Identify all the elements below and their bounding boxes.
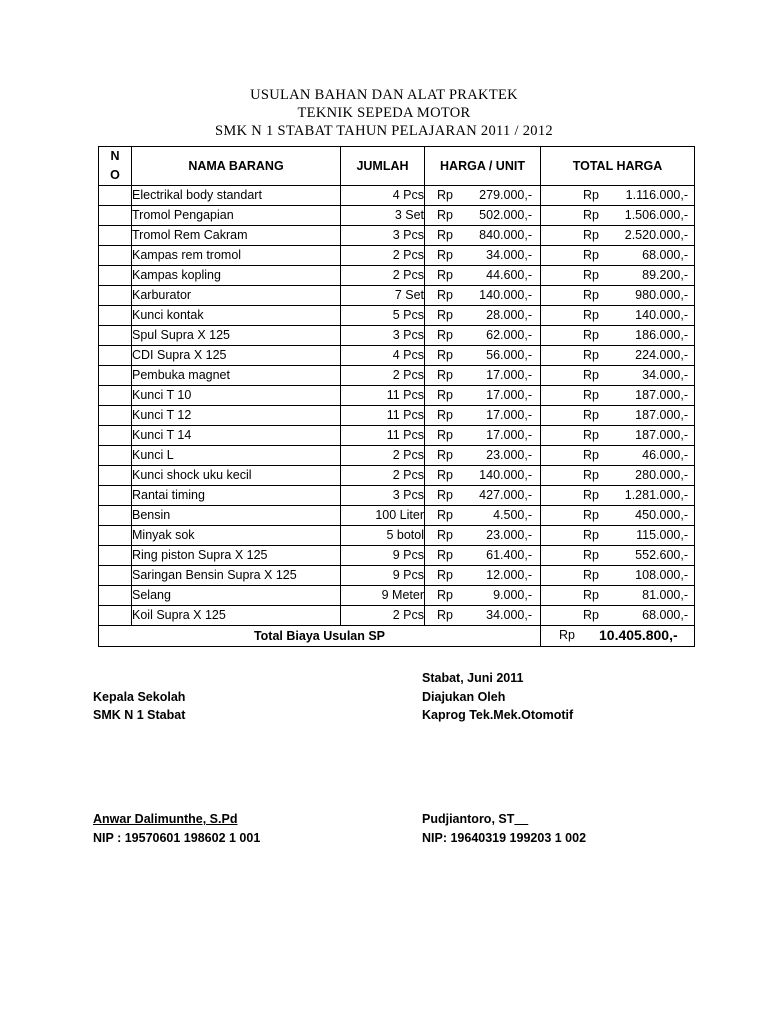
row-no xyxy=(99,346,132,366)
item-total: 187.000,- xyxy=(635,428,688,442)
table-row xyxy=(99,386,695,406)
item-total-cell xyxy=(541,566,695,586)
item-qty: 3 Set xyxy=(341,206,425,226)
item-price-cell xyxy=(425,226,541,246)
item-qty: 2 Pcs xyxy=(341,466,425,486)
item-total-cell xyxy=(541,446,695,466)
total-currency: Rp xyxy=(583,268,599,282)
right-signer-nip: NIP: 19640319 199203 1 002 xyxy=(422,831,587,845)
item-total: 2.520.000,- xyxy=(624,228,688,242)
item-total-cell xyxy=(541,246,695,266)
item-qty: 2 Pcs xyxy=(341,266,425,286)
total-currency: Rp xyxy=(583,388,599,402)
row-no xyxy=(99,366,132,386)
table-row xyxy=(99,506,695,526)
item-price-cell xyxy=(425,346,541,366)
total-currency: Rp xyxy=(583,528,599,542)
doc-title-line1: USULAN BAHAN DAN ALAT PRAKTEK xyxy=(250,87,518,103)
item-price: 9.000,- xyxy=(493,588,532,602)
row-no xyxy=(99,306,132,326)
item-total: 46.000,- xyxy=(642,448,688,462)
item-price: 23.000,- xyxy=(486,528,532,542)
total-currency: Rp xyxy=(583,468,599,482)
item-name: Kunci shock uku kecil xyxy=(132,466,341,486)
item-price: 28.000,- xyxy=(486,308,532,322)
item-price: 140.000,- xyxy=(479,288,532,302)
item-price-cell xyxy=(425,206,541,226)
item-qty: 11 Pcs xyxy=(341,406,425,426)
total-currency: Rp xyxy=(583,428,599,442)
item-total: 108.000,- xyxy=(635,568,688,582)
price-currency: Rp xyxy=(437,408,453,422)
item-price-cell xyxy=(425,566,541,586)
item-price-cell xyxy=(425,186,541,206)
item-total-cell xyxy=(541,466,695,486)
item-price: 56.000,- xyxy=(486,348,532,362)
row-no xyxy=(99,286,132,306)
price-currency: Rp xyxy=(437,588,453,602)
item-qty: 4 Pcs xyxy=(341,346,425,366)
item-qty: 2 Pcs xyxy=(341,246,425,266)
item-total: 187.000,- xyxy=(635,408,688,422)
item-total: 115.000,- xyxy=(636,528,688,542)
left-signer-nip: NIP : 19570601 198602 1 001 xyxy=(93,831,261,845)
table-row xyxy=(99,566,695,586)
total-value: 10.405.800,- xyxy=(599,627,678,643)
item-name: Ring piston Supra X 125 xyxy=(132,546,341,566)
item-qty: 11 Pcs xyxy=(341,386,425,406)
item-total: 186.000,- xyxy=(635,328,688,342)
col-header-no: N O xyxy=(99,147,132,186)
table-row xyxy=(99,426,695,446)
price-currency: Rp xyxy=(437,188,453,202)
item-price-cell xyxy=(425,526,541,546)
table-row xyxy=(99,186,695,206)
row-no xyxy=(99,186,132,206)
item-price: 34.000,- xyxy=(486,608,532,622)
item-price-cell xyxy=(425,386,541,406)
total-currency: Rp xyxy=(583,548,599,562)
item-price: 12.000,- xyxy=(486,568,532,582)
table-row xyxy=(99,406,695,426)
row-no xyxy=(99,466,132,486)
item-qty: 3 Pcs xyxy=(341,226,425,246)
item-name: Karburator xyxy=(132,286,341,306)
item-total: 89.200,- xyxy=(642,268,688,282)
item-qty: 4 Pcs xyxy=(341,186,425,206)
left-signer-org: SMK N 1 Stabat xyxy=(93,708,186,722)
total-currency: Rp xyxy=(583,248,599,262)
item-total-cell xyxy=(541,266,695,286)
item-price-cell xyxy=(425,266,541,286)
price-currency: Rp xyxy=(437,508,453,522)
item-qty: 100 Liter xyxy=(341,506,425,526)
item-name: Minyak sok xyxy=(132,526,341,546)
item-qty: 9 Pcs xyxy=(341,546,425,566)
table-row xyxy=(99,306,695,326)
table-row xyxy=(99,266,695,286)
item-name: Kunci T 14 xyxy=(132,426,341,446)
item-price-cell xyxy=(425,246,541,266)
total-value-cell xyxy=(541,626,695,647)
item-price-cell xyxy=(425,426,541,446)
item-total: 1.116.000,- xyxy=(625,188,688,202)
item-name: Kampas kopling xyxy=(132,266,341,286)
price-currency: Rp xyxy=(437,208,453,222)
item-price-cell xyxy=(425,306,541,326)
row-no xyxy=(99,326,132,346)
item-name: Kunci kontak xyxy=(132,306,341,326)
item-name: Koil Supra X 125 xyxy=(132,606,341,626)
item-total-cell xyxy=(541,426,695,446)
price-currency: Rp xyxy=(437,448,453,462)
item-price-cell xyxy=(425,466,541,486)
total-currency: Rp xyxy=(583,588,599,602)
place-date: Stabat, Juni 2011 xyxy=(422,671,524,685)
row-no xyxy=(99,226,132,246)
item-total-cell xyxy=(541,306,695,326)
item-price: 23.000,- xyxy=(486,448,532,462)
price-currency: Rp xyxy=(437,268,453,282)
total-currency: Rp xyxy=(583,328,599,342)
price-currency: Rp xyxy=(437,568,453,582)
item-total-cell xyxy=(541,346,695,366)
total-currency: Rp xyxy=(583,208,599,222)
row-no xyxy=(99,546,132,566)
item-price-cell xyxy=(425,546,541,566)
item-price: 502.000,- xyxy=(479,208,532,222)
row-no xyxy=(99,566,132,586)
col-header-qty: JUMLAH xyxy=(341,147,425,186)
price-currency: Rp xyxy=(437,308,453,322)
item-price: 34.000,- xyxy=(486,248,532,262)
total-currency: Rp xyxy=(583,608,599,622)
row-no xyxy=(99,406,132,426)
item-total: 1.281.000,- xyxy=(624,488,688,502)
item-total-cell xyxy=(541,546,695,566)
item-name: Saringan Bensin Supra X 125 xyxy=(132,566,341,586)
table-row xyxy=(99,286,695,306)
total-label: Total Biaya Usulan SP xyxy=(99,626,541,647)
left-signer-title: Kepala Sekolah xyxy=(93,690,186,704)
total-currency: Rp xyxy=(583,488,599,502)
right-signer-title: Diajukan Oleh xyxy=(422,690,506,704)
item-qty: 2 Pcs xyxy=(341,606,425,626)
right-signer-org: Kaprog Tek.Mek.Otomotif xyxy=(422,708,574,722)
item-price: 4.500,- xyxy=(493,508,532,522)
row-no xyxy=(99,606,132,626)
row-no xyxy=(99,586,132,606)
row-no xyxy=(99,206,132,226)
item-name: Kunci L xyxy=(132,446,341,466)
item-total-cell xyxy=(541,366,695,386)
item-total-cell xyxy=(541,506,695,526)
item-total: 34.000,- xyxy=(642,368,688,382)
item-total: 280.000,- xyxy=(635,468,688,482)
doc-title-line2: TEKNIK SEPEDA MOTOR xyxy=(297,105,471,121)
item-price-cell xyxy=(425,506,541,526)
right-signer-name: Pudjiantoro, ST xyxy=(422,812,515,826)
item-qty: 2 Pcs xyxy=(341,446,425,466)
item-total-cell xyxy=(541,486,695,506)
item-name: Pembuka magnet xyxy=(132,366,341,386)
col-header-name: NAMA BARANG xyxy=(132,147,341,186)
price-currency: Rp xyxy=(437,488,453,502)
item-name: Tromol Rem Cakram xyxy=(132,226,341,246)
price-currency: Rp xyxy=(437,368,453,382)
item-price-cell xyxy=(425,606,541,626)
item-total-cell xyxy=(541,326,695,346)
total-currency: Rp xyxy=(583,348,599,362)
item-price-cell xyxy=(425,286,541,306)
item-total: 187.000,- xyxy=(635,388,688,402)
total-currency: Rp xyxy=(583,308,599,322)
item-price: 427.000,- xyxy=(479,488,532,502)
item-qty: 2 Pcs xyxy=(341,366,425,386)
table-row xyxy=(99,486,695,506)
item-total: 68.000,- xyxy=(642,248,688,262)
item-total: 81.000,- xyxy=(642,588,688,602)
item-qty: 7 Set xyxy=(341,286,425,306)
table-row xyxy=(99,246,695,266)
table-row xyxy=(99,206,695,226)
item-total-cell xyxy=(541,206,695,226)
price-currency: Rp xyxy=(437,608,453,622)
row-no xyxy=(99,266,132,286)
total-currency: Rp xyxy=(559,628,575,642)
item-name: Bensin xyxy=(132,506,341,526)
price-currency: Rp xyxy=(437,228,453,242)
item-qty: 5 Pcs xyxy=(341,306,425,326)
item-total-cell xyxy=(541,526,695,546)
col-header-total: TOTAL HARGA xyxy=(541,147,695,186)
item-total: 68.000,- xyxy=(642,608,688,622)
price-currency: Rp xyxy=(437,528,453,542)
total-currency: Rp xyxy=(583,188,599,202)
price-currency: Rp xyxy=(437,288,453,302)
total-currency: Rp xyxy=(583,568,599,582)
item-price: 279.000,- xyxy=(479,188,532,202)
right-signer-name-wrap xyxy=(422,810,528,829)
table-row xyxy=(99,546,695,566)
item-name: Rantai timing xyxy=(132,486,341,506)
item-name: Kunci T 12 xyxy=(132,406,341,426)
item-price: 17.000,- xyxy=(486,368,532,382)
table-header-row xyxy=(99,147,695,186)
item-total: 1.506.000,- xyxy=(624,208,688,222)
item-total: 450.000,- xyxy=(635,508,688,522)
item-qty: 5 botol xyxy=(341,526,425,546)
item-total-cell xyxy=(541,386,695,406)
table-row xyxy=(99,446,695,466)
item-qty: 9 Pcs xyxy=(341,566,425,586)
left-signer-name: Anwar Dalimunthe, S.Pd xyxy=(93,812,238,826)
table-row xyxy=(99,466,695,486)
item-price: 140.000,- xyxy=(479,468,532,482)
item-qty: 3 Pcs xyxy=(341,486,425,506)
item-total: 552.600,- xyxy=(635,548,688,562)
price-currency: Rp xyxy=(437,348,453,362)
item-price: 840.000,- xyxy=(479,228,532,242)
item-price-cell xyxy=(425,486,541,506)
item-name: Kampas rem tromol xyxy=(132,246,341,266)
item-total-cell xyxy=(541,226,695,246)
item-price: 61.400,- xyxy=(486,548,532,562)
row-no xyxy=(99,246,132,266)
item-price-cell xyxy=(425,406,541,426)
price-currency: Rp xyxy=(437,548,453,562)
item-name: Tromol Pengapian xyxy=(132,206,341,226)
item-name: Electrikal body standart xyxy=(132,186,341,206)
item-name: Kunci T 10 xyxy=(132,386,341,406)
item-total-cell xyxy=(541,586,695,606)
total-currency: Rp xyxy=(583,288,599,302)
item-name: CDI Supra X 125 xyxy=(132,346,341,366)
row-no xyxy=(99,446,132,466)
total-currency: Rp xyxy=(583,228,599,242)
table-row xyxy=(99,606,695,626)
row-no xyxy=(99,506,132,526)
col-header-price: HARGA / UNIT xyxy=(425,147,541,186)
item-qty: 3 Pcs xyxy=(341,326,425,346)
price-currency: Rp xyxy=(437,428,453,442)
item-name: Spul Supra X 125 xyxy=(132,326,341,346)
item-total-cell xyxy=(541,186,695,206)
table-row xyxy=(99,326,695,346)
row-no xyxy=(99,526,132,546)
table-row xyxy=(99,346,695,366)
table-row xyxy=(99,226,695,246)
item-price: 17.000,- xyxy=(486,408,532,422)
total-currency: Rp xyxy=(583,508,599,522)
item-total: 980.000,- xyxy=(635,288,688,302)
item-price-cell xyxy=(425,366,541,386)
table-row xyxy=(99,526,695,546)
item-total-cell xyxy=(541,606,695,626)
item-total-cell xyxy=(541,406,695,426)
item-price: 17.000,- xyxy=(486,388,532,402)
price-currency: Rp xyxy=(437,328,453,342)
price-currency: Rp xyxy=(437,388,453,402)
item-total: 224.000,- xyxy=(635,348,688,362)
total-row xyxy=(99,626,695,647)
item-price: 62.000,- xyxy=(486,328,532,342)
doc-title-line3: SMK N 1 STABAT TAHUN PELAJARAN 2011 / 2012 xyxy=(215,123,553,139)
item-price-cell xyxy=(425,326,541,346)
total-currency: Rp xyxy=(583,368,599,382)
row-no xyxy=(99,426,132,446)
total-currency: Rp xyxy=(583,448,599,462)
item-qty: 11 Pcs xyxy=(341,426,425,446)
signature-underline xyxy=(514,812,528,826)
price-currency: Rp xyxy=(437,468,453,482)
item-price-cell xyxy=(425,586,541,606)
price-currency: Rp xyxy=(437,248,453,262)
total-currency: Rp xyxy=(583,408,599,422)
item-price: 17.000,- xyxy=(486,428,532,442)
table-row xyxy=(99,366,695,386)
items-table xyxy=(98,146,695,647)
row-no xyxy=(99,386,132,406)
item-qty: 9 Meter xyxy=(341,586,425,606)
row-no xyxy=(99,486,132,506)
table-row xyxy=(99,586,695,606)
item-total: 140.000,- xyxy=(635,308,688,322)
item-price: 44.600,- xyxy=(486,268,532,282)
item-price-cell xyxy=(425,446,541,466)
item-total-cell xyxy=(541,286,695,306)
item-name: Selang xyxy=(132,586,341,606)
